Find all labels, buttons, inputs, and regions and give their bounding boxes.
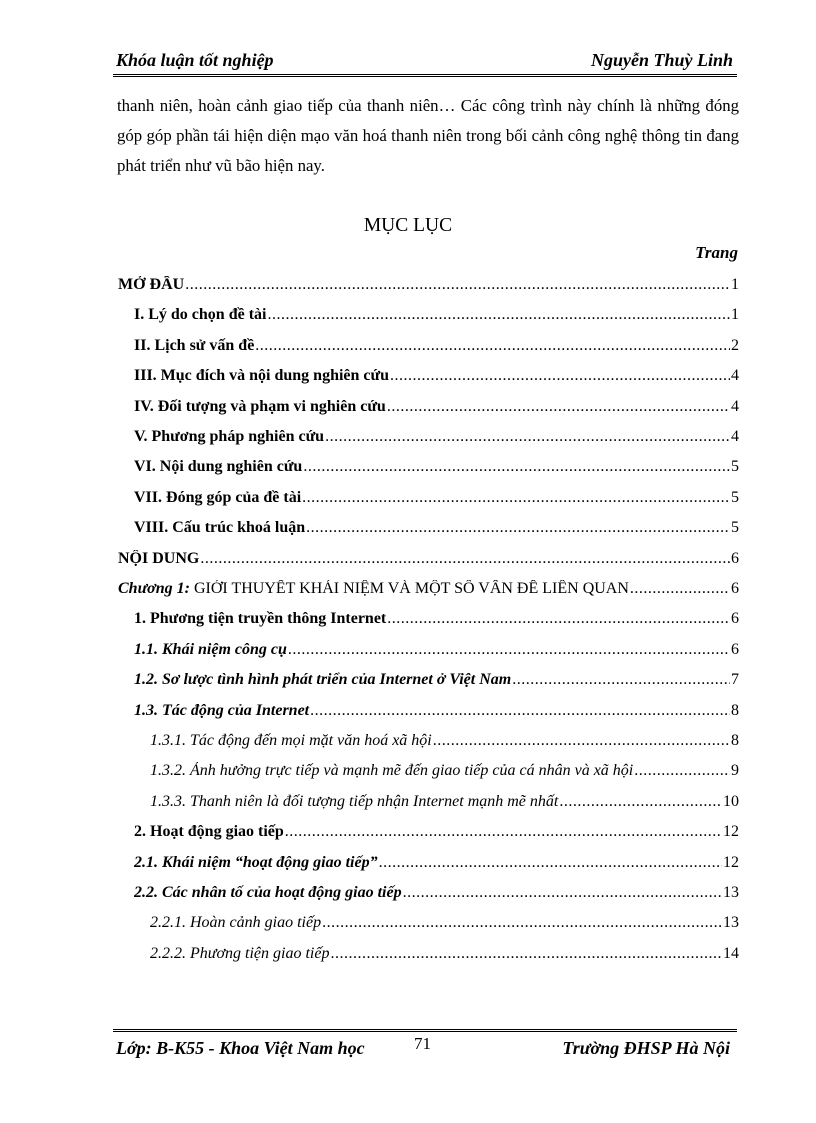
toc-dot-leader	[330, 945, 722, 963]
toc-dot-leader	[185, 276, 730, 294]
toc-page-number: 6	[731, 549, 739, 567]
toc-entry	[150, 914, 739, 942]
toc-entry	[134, 854, 739, 882]
toc-entry-title: MỞ ĐẦU	[118, 276, 185, 293]
toc-dot-leader	[387, 398, 730, 416]
toc-dot-leader	[634, 762, 730, 780]
toc-chapter-title: GIỚI THUYẾT KHÁI NIỆM VÀ MỘT SỐ VẤN ĐỀ LIÊN QUAN	[189, 580, 629, 597]
toc-chapter-prefix: Chương 1:	[118, 580, 190, 597]
toc-entry	[134, 489, 739, 517]
toc-entry-title: IV. Đối tượng và phạm vi nghiên cứu	[134, 397, 386, 415]
toc-entry-title: NỘI DUNG	[118, 549, 200, 567]
toc-page-number: 1	[731, 306, 739, 324]
toc-page-number: 13	[723, 914, 739, 932]
toc-page-number: 4	[731, 397, 739, 415]
toc-dot-leader	[630, 580, 730, 598]
toc-dot-leader	[433, 732, 730, 750]
toc-entry	[150, 732, 739, 760]
toc-entry-title: I. Lý do chọn đề tài	[134, 306, 267, 324]
toc-entry	[118, 550, 739, 578]
toc-dot-leader	[379, 854, 722, 872]
toc-entry	[118, 580, 739, 608]
toc-entry	[134, 458, 739, 486]
toc-entry-title: 2. Hoạt động giao tiếp	[134, 823, 284, 841]
toc-entry-title: 2.2.1. Hoàn cảnh giao tiếp	[150, 914, 322, 932]
toc-entry-title: 2.1. Khái niệm “hoạt động giao tiếp”	[134, 853, 378, 871]
toc-dot-leader	[390, 367, 730, 385]
toc-dot-leader	[403, 884, 722, 902]
footer-class-label: Lớp: B-K55 - Khoa Việt Nam học	[116, 1038, 365, 1058]
toc-dot-leader	[267, 306, 730, 324]
toc-dot-leader	[288, 641, 730, 659]
toc-entry	[134, 884, 739, 912]
toc-entry-title: 1. Phương tiện truyền thông Internet	[134, 610, 387, 628]
toc-entry	[134, 398, 739, 426]
toc-entry-title: VII. Đóng góp của đề tài	[134, 488, 302, 506]
toc-entry-title: VI. Nội dung nghiên cứu	[134, 458, 303, 476]
toc-dot-leader	[255, 337, 730, 355]
toc-dot-leader	[512, 671, 730, 689]
toc-entry	[118, 276, 739, 304]
toc-dot-leader	[559, 793, 722, 811]
toc-title: MỤC LỤC	[363, 215, 453, 236]
toc-entry-title: III. Mục đích và nội dung nghiên cứu	[134, 367, 390, 385]
toc-entry	[134, 306, 739, 334]
toc-entry-title: II. Lịch sử vấn đề	[134, 336, 255, 354]
toc-page-number: 5	[731, 488, 739, 506]
toc-page-number: 6	[731, 640, 739, 658]
toc-dot-leader	[200, 550, 730, 568]
toc-dot-leader	[285, 823, 722, 841]
footer-university: Trường ĐHSP Hà Nội	[562, 1038, 730, 1058]
toc-entry-title: VIII. Cấu trúc khoá luận	[134, 519, 306, 537]
toc-entry	[150, 945, 739, 973]
toc-dot-leader	[322, 914, 722, 932]
toc-page-number: 12	[723, 823, 739, 841]
toc-entry-title: 1.3.2. Ảnh hưởng trực tiếp và mạnh mẽ đến giao tiếp của cá nhân và xã hội	[150, 762, 634, 780]
toc-dot-leader	[303, 458, 730, 476]
page-number: 71	[414, 1034, 431, 1053]
toc-page-number: 4	[731, 428, 739, 445]
header-thesis-label: Khóa luận tốt nghiệp	[116, 50, 274, 70]
page-footer	[113, 1029, 737, 1066]
toc-entry-title: V. Phương pháp nghiên cứu	[134, 428, 325, 445]
toc-entry-title: 2.2.2. Phương tiện giao tiếp	[150, 944, 330, 962]
toc-page-number: 14	[723, 944, 739, 962]
toc-entry-title: 1.2. Sơ lược tình hình phát triển của Internet ở Việt Nam	[134, 671, 512, 689]
toc-page-number: 4	[731, 367, 739, 385]
toc-entry	[134, 671, 739, 699]
toc-entry	[150, 762, 739, 790]
toc-entry	[134, 823, 739, 851]
toc-page-number: 5	[731, 458, 739, 476]
toc-page-number: 1	[731, 276, 739, 293]
toc-entry-title: 1.3.3. Thanh niên là đối tượng tiếp nhận Internet mạnh mẽ nhất	[150, 792, 559, 810]
header-author: Nguyễn Thuỳ Linh	[590, 50, 733, 70]
toc-page-number: 10	[723, 792, 739, 810]
toc-dot-leader	[325, 428, 730, 446]
toc-entry-title: 2.2. Các nhân tố của hoạt động giao tiếp	[134, 884, 402, 901]
toc-dot-leader	[310, 702, 730, 720]
toc-page-number: 9	[731, 762, 739, 780]
page-column-label: Trang	[695, 243, 738, 262]
toc-entry	[134, 519, 739, 547]
toc-entry	[134, 337, 739, 365]
intro-paragraph: thanh niên, hoàn cảnh giao tiếp của thanh niên… Các công trình này chính là những đóng góp góp phần tái hiện diện mạo văn hoá thanh niên trong bối cảnh công nghệ thông tin đang phát triển như vũ bão hiện nay.	[117, 96, 739, 175]
toc-page-number: 13	[723, 884, 739, 901]
toc-entry	[134, 641, 739, 669]
toc-page-number: 7	[731, 671, 739, 689]
toc-page-number: 5	[731, 519, 739, 537]
toc-entry	[134, 610, 739, 638]
toc-entry	[134, 428, 739, 456]
toc-page-number: 2	[731, 336, 739, 354]
toc-page-number: 6	[731, 610, 739, 628]
toc-dot-leader	[387, 610, 730, 628]
toc-dot-leader	[306, 519, 730, 537]
toc-entry	[150, 793, 739, 821]
toc-page-number: 8	[731, 732, 739, 749]
toc-entry-title: 1.1. Khái niệm công cụ	[134, 640, 287, 658]
toc-entry	[134, 367, 739, 395]
toc-page-number: 8	[731, 701, 739, 719]
toc-dot-leader	[302, 489, 730, 507]
page-header	[113, 48, 737, 77]
toc-page-number: 6	[731, 580, 739, 597]
toc-entry-title: 1.3. Tác động của Internet	[134, 701, 310, 719]
toc-entry	[134, 702, 739, 730]
toc-entry-title: 1.3.1. Tác động đến mọi mặt văn hoá xã hội	[150, 732, 432, 749]
toc-entry-title	[118, 580, 629, 598]
toc-page-number: 12	[723, 853, 739, 871]
